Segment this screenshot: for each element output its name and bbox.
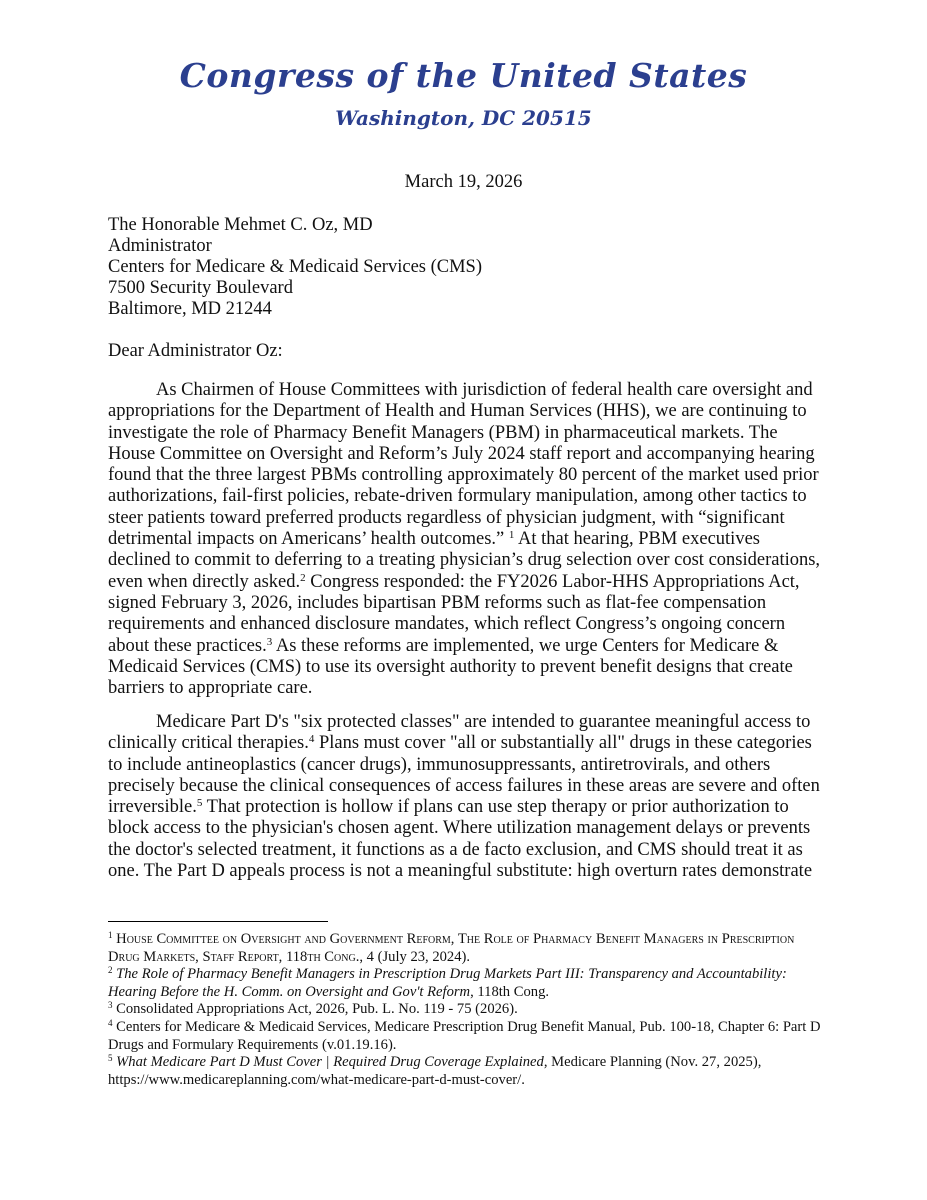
text-segment: As these reforms are implemented, we urge Centers for Medicare & Medicaid Services (CMS) to use its oversight authority to prevent benefit designs that create barriers to appropriate care. (108, 635, 793, 699)
footnote-divider (108, 921, 328, 922)
text-segment: House Committee on Oversight and Government Reform, The Role of Pharmacy Benefit Managers in Prescription Drug Markets, Staff Report, 118th Cong. (108, 931, 795, 965)
footnote-ref: 1 (108, 930, 113, 940)
letterhead-location: Washington, DC 20515 (335, 106, 592, 130)
letterhead-title: Congress of the United States (179, 56, 748, 95)
footnote-ref: 5 (196, 797, 203, 810)
text-segment: Centers for Medicare & Medicaid Services, Medicare Prescription Drug Benefit Manual, Pub. 100-18, Chapter 6: Part D Drugs and Formulary Requirements (v.01.19.16). (108, 1018, 821, 1053)
footnote-ref: 3 (108, 1000, 113, 1011)
text-segment: At that hearing, PBM executives declined to commit to deferring to a treating physician’s drug selection over cost considerations, even when directly asked. (108, 529, 821, 592)
address-line: Baltimore, MD 21244 (108, 299, 272, 319)
footnote-ref: 2 (108, 965, 113, 976)
text-segment: What Medicare Part D Must Cover | Required Drug Coverage Explained (112, 1054, 544, 1071)
address-line: 7500 Security Boulevard (108, 278, 293, 298)
footnote-4 (108, 1019, 823, 1054)
footnote-3 (108, 1001, 823, 1019)
footnote-ref: 5 (108, 1053, 113, 1064)
text-segment: , 4 (July 23, 2024). (359, 948, 471, 965)
text-segment: , Medicare Planning (Nov. 27, 2025), https://www.medicareplanning.com/what-medicare-part-d-must-cover/. (108, 1054, 762, 1088)
text-segment: Medicare Part D's "six protected classes" are intended to guarantee meaningful access to clinically critical therapies. (108, 712, 811, 754)
text-segment: , 118th Cong. (470, 983, 550, 1000)
footnote-5 (108, 1054, 823, 1089)
recipient-address (108, 215, 482, 320)
footnote-ref: 1 (508, 529, 515, 542)
address-line: Administrator (108, 236, 212, 256)
footnote-1 (108, 931, 823, 966)
footnotes (108, 931, 823, 1089)
letter-date: March 19, 2026 (404, 172, 523, 192)
footnote-ref: 4 (308, 733, 315, 746)
text-segment: Plans must cover "all or substantially all" drugs in these categories to include antineoplastics (cancer drugs), immunosuppressants, antiretrovirals, and others precisely because the clinical consequences of access failures in these areas are severe and often irreversible. (108, 733, 820, 818)
footnote-ref: 3 (266, 635, 273, 648)
body-paragraph-2 (108, 712, 822, 882)
address-line: Centers for Medicare & Medicaid Services (CMS) (108, 257, 483, 277)
text-segment: That protection is hollow if plans can use step therapy or prior authorization to block access to the physician's chosen agent. Where utilization management delays or prevents the doctor's selected treatment, it functions as a de facto exclusion, and CMS should treat it as one. The Part D appeals process is not a meaningful substitute: high overturn rates demonstrate (108, 797, 813, 882)
footnote-ref: 2 (300, 571, 306, 584)
text-segment: Congress responded: the FY2026 Labor-HHS Appropriations Act, signed February 3, 2026, includes bipartisan PBM reforms such as flat-fee compensation requirements and enhanced disclosure mandates, which reflect Congress’s ongoing concern about these practices. (108, 571, 800, 656)
text-segment: The Role of Pharmacy Benefit Managers in Prescription Drug Markets Part III: Transparency and Accountability: Hearing Before the H. Comm. on Oversight and Gov't Reform (108, 966, 787, 1000)
footnote-2 (108, 966, 823, 1001)
footnote-ref: 4 (108, 1017, 113, 1028)
address-line: The Honorable Mehmet C. Oz, MD (108, 215, 373, 235)
text-segment: As Chairmen of House Committees with jurisdiction of federal health care oversight and appropriations for the Department of Health and Human Services (HHS), we are continuing to investigate the role of Pharmacy Benefit Managers (PBM) in pharmaceutical markets. The House Committee on Oversight and Reform’s July 2024 staff report and accompanying hearing found that the three largest PBMs controlling approximately 80 percent of the market used prior authorizations, fail-first policies, rebate-driven formulary manipulation, among other tactics to steer patients toward preferred products regardless of physician judgment, with “significant detrimental impacts on Americans’ health outcomes.” (108, 380, 819, 550)
text-segment: Consolidated Appropriations Act, 2026, Pub. L. No. 119 - 75 (2026). (112, 1001, 518, 1018)
salutation: Dear Administrator Oz: (108, 341, 283, 361)
body-paragraph-1 (108, 380, 822, 699)
